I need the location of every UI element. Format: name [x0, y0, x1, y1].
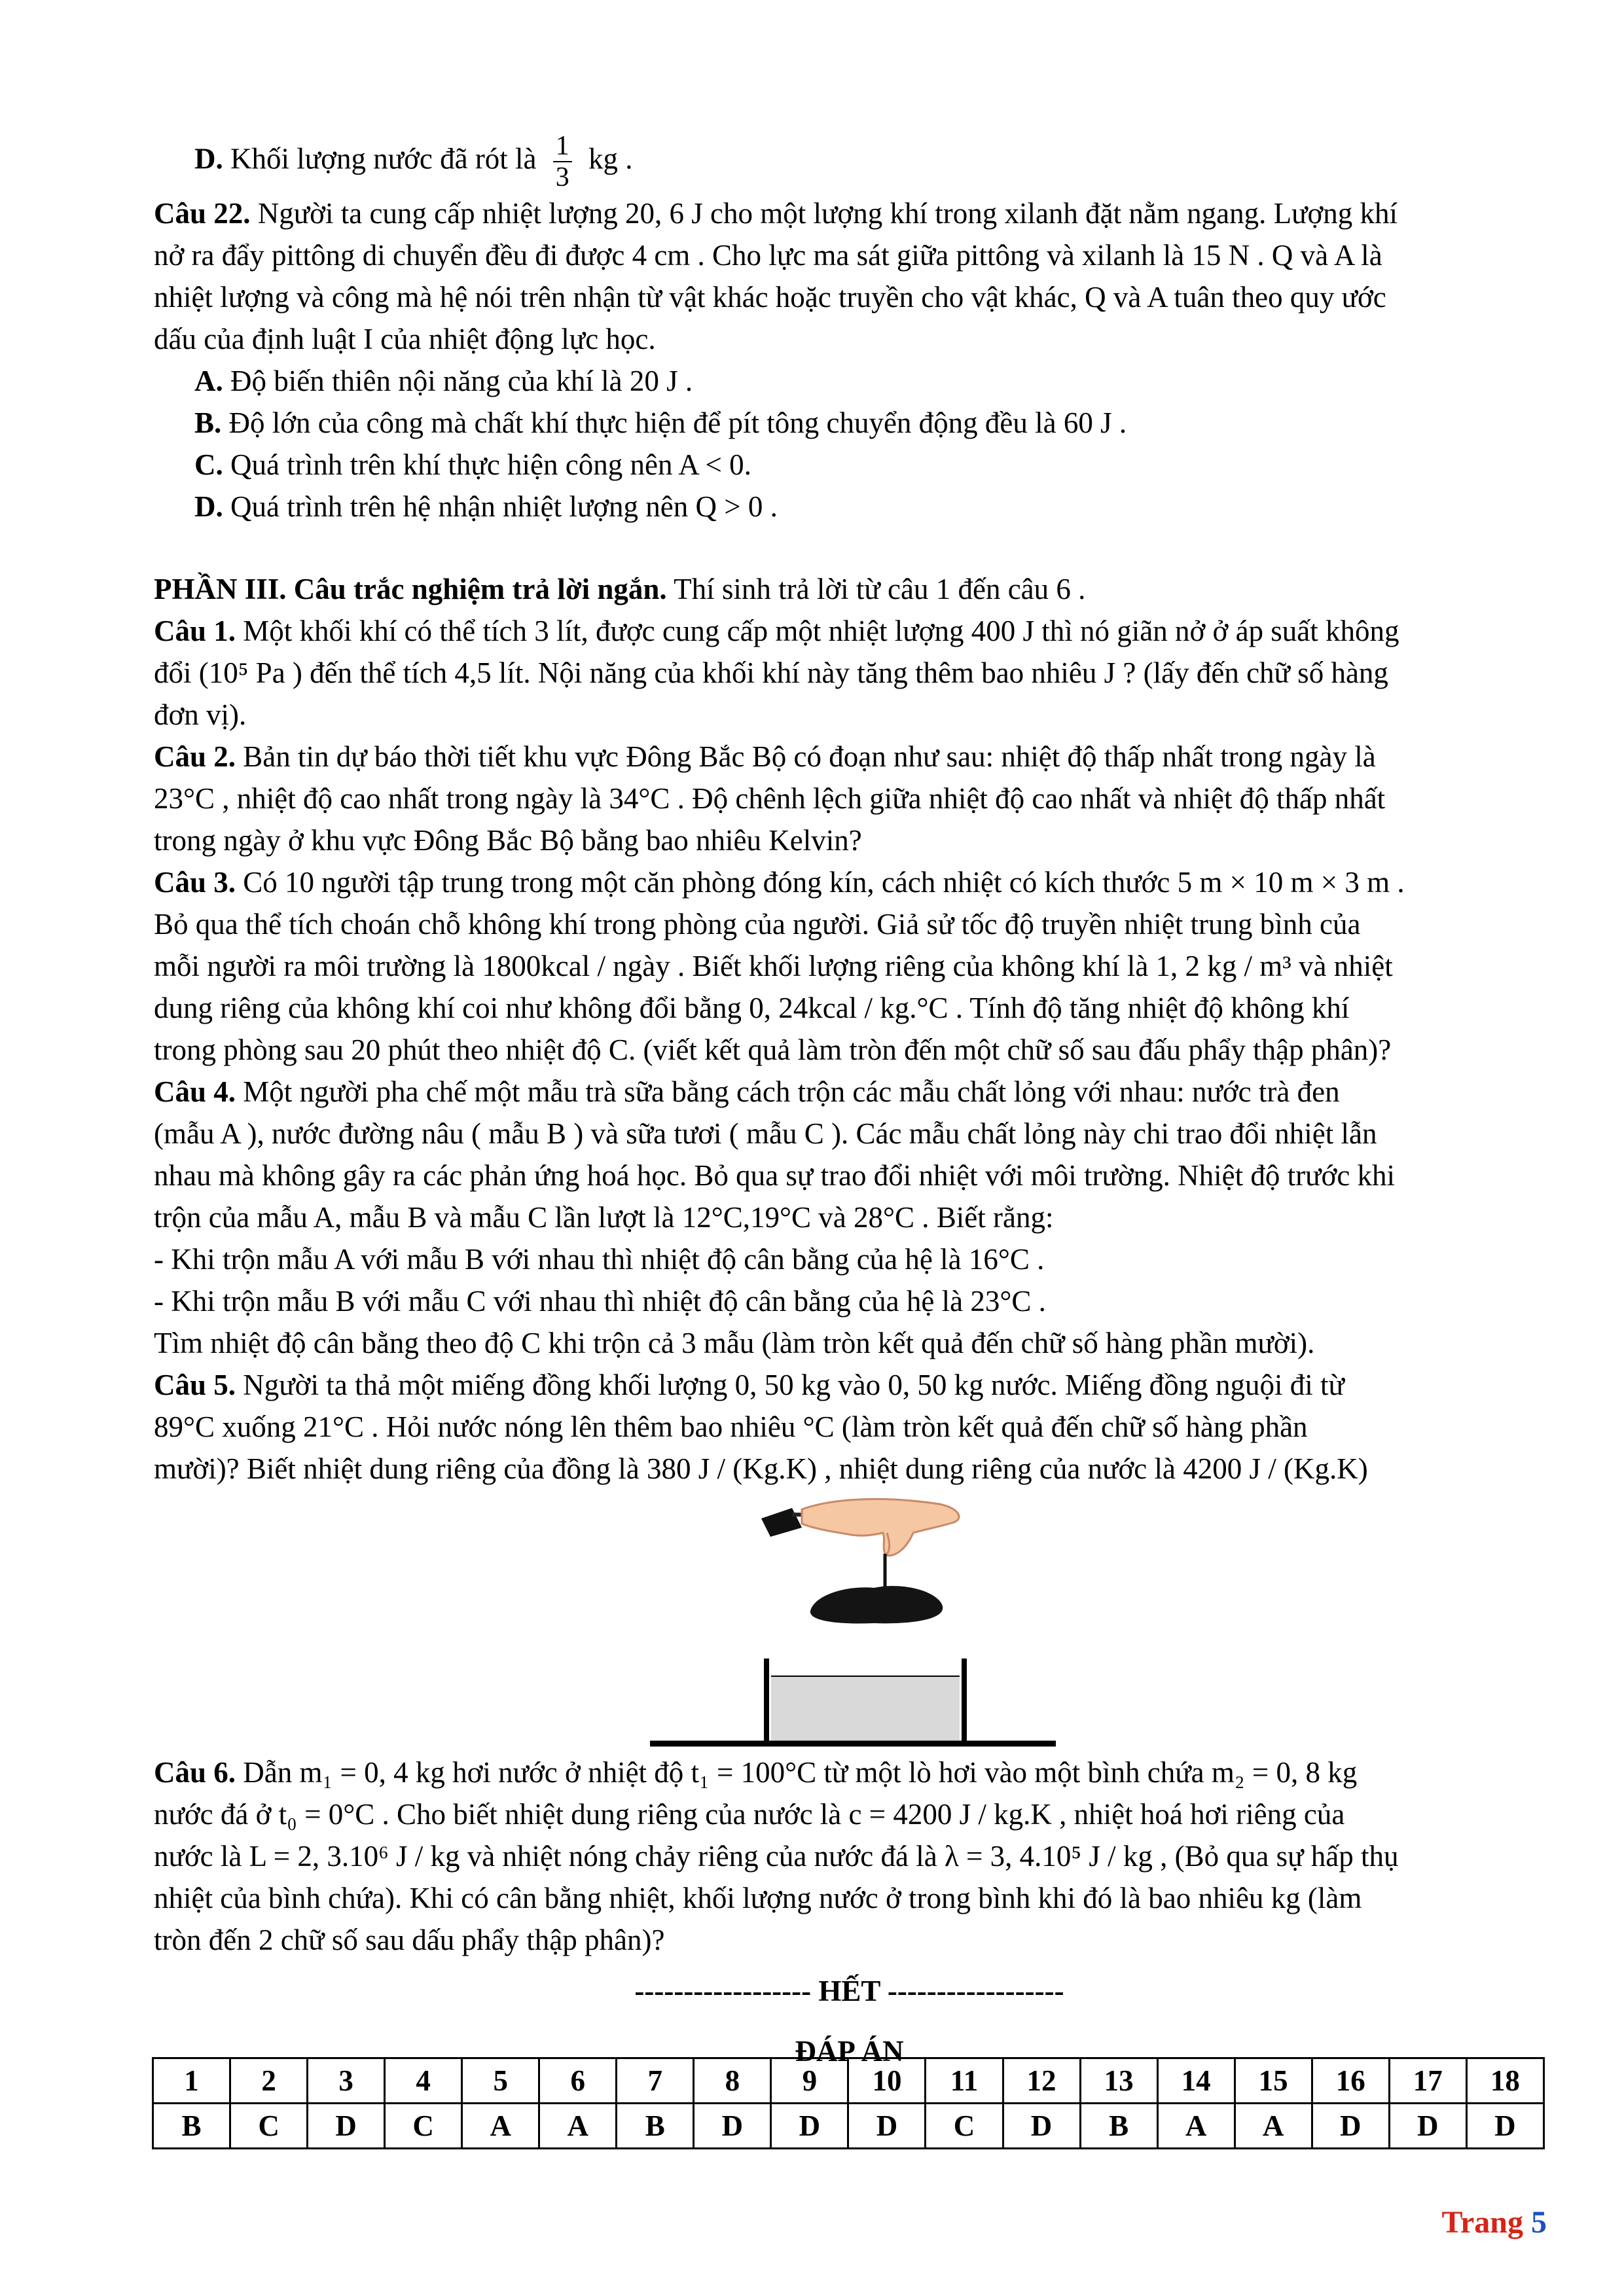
- option-unit: kg .: [588, 142, 633, 175]
- c3-line: [154, 861, 1545, 903]
- q22-option-a: [154, 360, 1545, 402]
- fraction: [553, 131, 572, 192]
- question-label: Câu 1.: [154, 615, 236, 647]
- answer-number: 11: [926, 2058, 1003, 2104]
- c6-line: [154, 1751, 1545, 1793]
- question-label: Câu 4.: [154, 1075, 236, 1108]
- c2-line: trong ngày ở khu vực Đông Bắc Bộ bằng bao nhiêu Kelvin?: [154, 824, 862, 857]
- answer-key: D: [1003, 2104, 1080, 2149]
- q22-line: nở ra đẩy pittông di chuyển đều đi được 4 cm . Cho lực ma sát giữa pittông và xilanh là 15 N . Q và A là: [154, 239, 1382, 272]
- question-label: Câu 5.: [154, 1369, 236, 1401]
- c5-line: mười)? Biết nhiệt dung riêng của đồng là 380 J / (Kg.K) , nhiệt dung riêng của nước là 4200 J / (Kg.K): [154, 1452, 1368, 1485]
- option-text: Quá trình trên khí thực hiện công nên A < 0.: [230, 448, 751, 481]
- question-text: Người ta thả một miếng đồng khối lượng 0, 50 kg vào 0, 50 kg nước. Miếng đồng nguội đi từ: [243, 1369, 1344, 1401]
- c6-line: nhiệt của bình chứa). Khi có cân bằng nhiệt, khối lượng nước ở trong bình khi đó là bao nhiêu kg (làm: [154, 1882, 1362, 1914]
- copper-piece-icon: [810, 1586, 943, 1623]
- c3-line: mỗi người ra môi trường là 1800kcal / ngày . Biết khối lượng riêng của không khí là 1, 2 kg / m³ và nhiệt: [154, 950, 1393, 982]
- answer-key: A: [539, 2104, 617, 2149]
- c1-line: đổi (10⁵ Pa ) đến thể tích 4,5 lít. Nội năng của khối khí này tăng thêm bao nhiêu J ? (lấy đến chữ số hàng: [154, 656, 1388, 689]
- answer-key: C: [385, 2104, 462, 2149]
- answer-key: B: [153, 2104, 230, 2149]
- answer-number: 16: [1312, 2058, 1389, 2104]
- option-label: A.: [194, 365, 223, 397]
- question-text: Bản tin dự báo thời tiết khu vực Đông Bắc Bộ có đoạn như sau: nhiệt độ thấp nhất trong ngày là: [243, 740, 1376, 773]
- answer-number: 18: [1466, 2058, 1543, 2104]
- answer-number: 15: [1235, 2058, 1312, 2104]
- answer-key: D: [848, 2104, 926, 2149]
- answer-key: A: [1235, 2104, 1312, 2149]
- page-label: Trang: [1441, 2205, 1523, 2240]
- option-label: D.: [194, 490, 223, 523]
- c4-line: - Khi trộn mẫu B với mẫu C với nhau thì nhiệt độ cân bằng của hệ là 23°C .: [154, 1285, 1046, 1318]
- q22-line: dấu của định luật I của nhiệt động lực học.: [154, 323, 656, 355]
- c1-line: đơn vị).: [154, 698, 247, 731]
- answer-number: 14: [1157, 2058, 1235, 2104]
- option-text: Độ lớn của công mà chất khí thực hiện để pít tông chuyển động đều là 60 J .: [228, 406, 1127, 439]
- answer-key: A: [462, 2104, 539, 2149]
- answer-number: 12: [1003, 2058, 1080, 2104]
- page-number: [1442, 2204, 1547, 2240]
- c4-line: - Khi trộn mẫu A với mẫu B với nhau thì nhiệt độ cân bằng của hệ là 16°C .: [154, 1243, 1045, 1276]
- answer-key-table: [152, 2057, 1545, 2149]
- option-label: B.: [194, 406, 222, 439]
- option-text: Quá trình trên hệ nhận nhiệt lượng nên Q > 0 .: [230, 490, 778, 523]
- answer-key: B: [617, 2104, 694, 2149]
- end-marker: ------------------ HẾT ------------------: [634, 1975, 1064, 2007]
- c4-line: nhau mà không gây ra các phản ứng hoá học. Bỏ qua sự trao đổi nhiệt với môi trường. Nhiệt độ trước khi: [154, 1159, 1396, 1192]
- c2-line: [154, 736, 1545, 778]
- answer-number-row: [153, 2058, 1544, 2104]
- answer-number: 6: [539, 2058, 617, 2104]
- option-text: Độ biến thiên nội năng của khí là 20 J .: [230, 365, 693, 397]
- answer-number: 9: [771, 2058, 848, 2104]
- q22-line: [154, 192, 1545, 234]
- question-text: Một người pha chế một mẫu trà sữa bằng cách trộn các mẫu chất lỏng với nhau: nước trà đen: [243, 1075, 1340, 1108]
- water-fill: [771, 1676, 960, 1742]
- c2-line: 23°C , nhiệt độ cao nhất trong ngày là 34°C . Độ chênh lệch giữa nhiệt độ cao nhất và nhiệt độ thấp nhất: [154, 782, 1386, 815]
- c1-line: [154, 610, 1545, 652]
- answer-key: A: [1157, 2104, 1235, 2149]
- c4-line: [154, 1071, 1545, 1113]
- answer-key-title: ĐÁP ÁN: [795, 2035, 904, 2068]
- answer-key: D: [1312, 2104, 1389, 2149]
- question-text: Có 10 người tập trung trong một căn phòng đóng kín, cách nhiệt có kích thước 5 m × 10 m × 3 m .: [243, 866, 1405, 899]
- question-text: Người ta cung cấp nhiệt lượng 20, 6 J cho một lượng khí trong xilanh đặt nằm ngang. Lượng khí: [257, 197, 1398, 230]
- answer-number: 2: [230, 2058, 308, 2104]
- answer-number: 4: [385, 2058, 462, 2104]
- answer-key: D: [1389, 2104, 1466, 2149]
- hand-icon: [802, 1499, 959, 1555]
- part3-heading: [154, 568, 1545, 610]
- question-text: Một khối khí có thể tích 3 lít, được cung cấp một nhiệt lượng 400 J thì nó giãn nở ở áp suất không: [243, 615, 1399, 647]
- answer-number: 5: [462, 2058, 539, 2104]
- part-text: Thí sinh trả lời từ câu 1 đến câu 6 .: [674, 573, 1086, 605]
- c3-line: dung riêng của không khí coi như không đổi bằng 0, 24kcal / kg.°C . Tính độ tăng nhiệt độ không khí: [154, 992, 1350, 1024]
- answer-key: B: [1080, 2104, 1157, 2149]
- question-label: Câu 2.: [154, 740, 236, 773]
- answer-key: C: [926, 2104, 1003, 2149]
- q22-option-b: [154, 402, 1545, 444]
- c5-line: 89°C xuống 21°C . Hỏi nước nóng lên thêm bao nhiêu °C (làm tròn kết quả đến chữ số hàng phần: [154, 1410, 1308, 1443]
- option-text: Khối lượng nước đã rót là: [230, 142, 537, 175]
- c6-line: nước đá ở t₀ = 0°C . Cho biết nhiệt dung riêng của nước là c = 4200 J / kg.K , nhiệt hoá hơi riêng của: [154, 1798, 1345, 1831]
- c4-line: trộn của mẫu A, mẫu B và mẫu C lần lượt là 12°C,19°C và 28°C . Biết rằng:: [154, 1201, 1054, 1234]
- hand-copper-beaker-illustration: [154, 1490, 1545, 1751]
- c3-line: Bỏ qua thể tích choán chỗ không khí trong phòng của người. Giả sử tốc độ truyền nhiệt trung bình của: [154, 908, 1361, 941]
- answer-key: D: [1466, 2104, 1543, 2149]
- question-text: Dẫn m₁ = 0, 4 kg hơi nước ở nhiệt độ t₁ = 100°C từ một lò hơi vào một bình chứa m₂ = 0, 8 kg: [243, 1756, 1358, 1789]
- q22-option-d: [154, 486, 1545, 528]
- answer-number: 17: [1389, 2058, 1466, 2104]
- c4-line: (mẫu A ), nước đường nâu ( mẫu B ) và sữa tươi ( mẫu C ). Các mẫu chất lỏng này chi trao đổi nhiệt lẫn: [154, 1117, 1377, 1150]
- option-label: D.: [194, 142, 223, 175]
- answer-key: C: [230, 2104, 308, 2149]
- c4-line: Tìm nhiệt độ cân bằng theo độ C khi trộn cả 3 mẫu (làm tròn kết quả đến chữ số hàng phần mười).: [154, 1327, 1315, 1359]
- q22-option-c: [154, 444, 1545, 486]
- answer-key: D: [771, 2104, 848, 2149]
- answer-number: 7: [617, 2058, 694, 2104]
- c6-line: nước là L = 2, 3.10⁶ J / kg và nhiệt nóng chảy riêng của nước đá là λ = 3, 4.10⁵ J / kg , (Bỏ qua sự hấp thụ: [154, 1840, 1399, 1873]
- answer-key: D: [308, 2104, 385, 2149]
- page-number-value: 5: [1531, 2205, 1547, 2240]
- question-label: Câu 6.: [154, 1756, 236, 1789]
- c3-line: trong phòng sau 20 phút theo nhiệt độ C. (viết kết quả làm tròn đến một chữ số sau đấu phẩy thập phân)?: [154, 1033, 1392, 1066]
- q21-option-d: [154, 131, 1545, 192]
- answer-number: 13: [1080, 2058, 1157, 2104]
- answer-number: 10: [848, 2058, 926, 2104]
- page-content: [154, 131, 1545, 2101]
- q22-line: nhiệt lượng và công mà hệ nói trên nhận từ vật khác hoặc truyền cho vật khác, Q và A tuân theo quy ước: [154, 281, 1386, 314]
- question-label: Câu 22.: [154, 197, 251, 230]
- option-label: C.: [194, 448, 223, 481]
- answer-key-row: [153, 2104, 1544, 2149]
- part-label: PHẦN III. Câu trắc nghiệm trả lời ngắn.: [154, 573, 667, 605]
- answer-number: 1: [153, 2058, 230, 2104]
- answer-key: D: [694, 2104, 771, 2149]
- fraction-numerator: 1: [553, 131, 572, 162]
- copper-beaker-figure: [154, 1490, 1545, 1751]
- fraction-denominator: 3: [555, 162, 569, 192]
- c5-line: [154, 1364, 1545, 1406]
- answer-number: 3: [308, 2058, 385, 2104]
- c6-line: tròn đến 2 chữ số sau dấu phẩy thập phân)?: [154, 1924, 665, 1956]
- question-label: Câu 3.: [154, 866, 236, 899]
- answer-number: 8: [694, 2058, 771, 2104]
